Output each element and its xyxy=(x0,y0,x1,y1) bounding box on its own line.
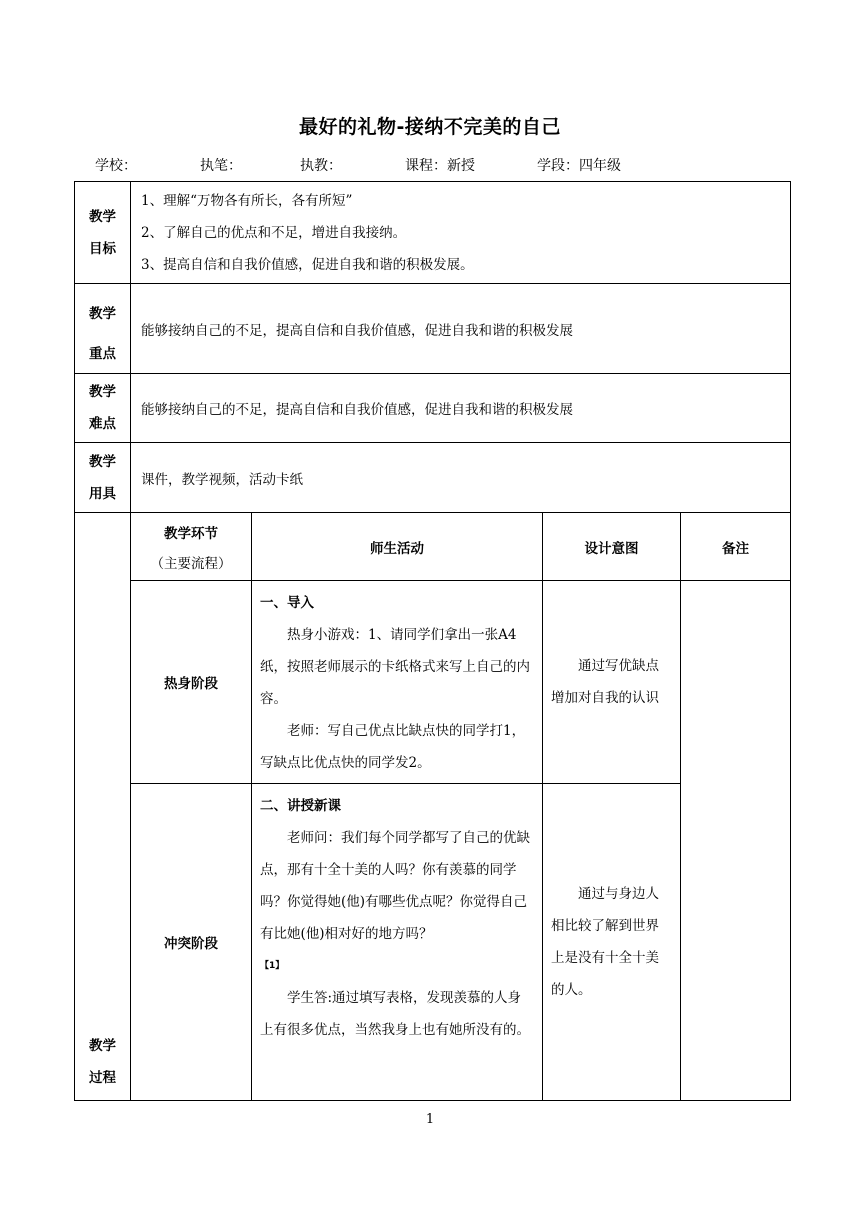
goals-content xyxy=(131,182,791,284)
difficulty-text: 能够接纳自己的不足，提高自信和自我价值感，促进自我和谐的积极发展 xyxy=(131,374,791,443)
footnote-marker: 【1】 xyxy=(260,961,285,971)
activity-conflict: 二、讲授新课 老师问：我们每个同学都写了自己的优缺点，那有十全十美的人吗？你有羡慕的同学吗？你觉得她(他)有哪些优点呢？你觉得自己有比她(他)相对好的地方吗？ 【1】 学生答:通过填写表格，发现羡慕的人身上有很多优点，当然我身上也有她所没有的。 xyxy=(252,784,543,1101)
difficulty-row xyxy=(75,374,791,443)
meta-grade: 学段：四年级 xyxy=(537,158,621,174)
difficulty-label: 教学 难点 xyxy=(75,374,131,443)
header-activity: 师生活动 xyxy=(252,513,543,581)
intent-warmup: 通过写优缺点增加对自我的认识 xyxy=(543,581,681,784)
stage-row-warmup xyxy=(75,581,791,784)
meta-course: 课程：新授 xyxy=(405,158,475,174)
goal-item: 2、了解自己的优点和不足，增进自我接纳。 xyxy=(141,224,407,241)
stage-conflict: 冲突阶段 xyxy=(131,784,252,1101)
meta-writer: 执笔： xyxy=(200,158,242,174)
focus-row xyxy=(75,284,791,374)
lesson-plan-table xyxy=(74,181,791,1101)
tools-label: 教学 用具 xyxy=(75,443,131,513)
goal-item: 1、理解“万物各有所长，各有所短” xyxy=(141,192,353,209)
meta-school: 学校： xyxy=(95,158,137,174)
goals-row xyxy=(75,182,791,284)
focus-label: 教学 重点 xyxy=(75,284,131,374)
meta-teacher: 执教： xyxy=(300,158,342,174)
header-intent: 设计意图 xyxy=(543,513,681,581)
remark-cell xyxy=(681,581,791,1101)
focus-text: 能够接纳自己的不足，提高自信和自我价值感，促进自我和谐的积极发展 xyxy=(131,284,791,374)
header-remark: 备注 xyxy=(681,513,791,581)
process-header-row xyxy=(75,513,791,581)
goal-item: 3、提高自信和自我价值感，促进自我和谐的积极发展。 xyxy=(141,256,474,273)
activity-warmup: 一、导入 热身小游戏：1、请同学们拿出一张A4纸，按照老师展示的卡纸格式来写上自己的内容。 老师：写自己优点比缺点快的同学打1，写缺点比优点快的同学发2。 xyxy=(252,581,543,784)
header-stage: 教学环节 （主要流程） xyxy=(131,513,252,581)
intent-conflict: 通过与身边人相比较了解到世界上是没有十全十美的人。 xyxy=(543,784,681,1101)
goals-label: 教学 目标 xyxy=(75,182,131,284)
tools-text: 课件，教学视频，活动卡纸 xyxy=(131,443,791,513)
page-number: 1 xyxy=(425,1112,435,1127)
process-label: 教学 过程 xyxy=(75,513,131,1101)
page-title: 最好的礼物-接纳不完美的自己 xyxy=(299,116,561,138)
tools-row xyxy=(75,443,791,513)
stage-warmup: 热身阶段 xyxy=(131,581,252,784)
